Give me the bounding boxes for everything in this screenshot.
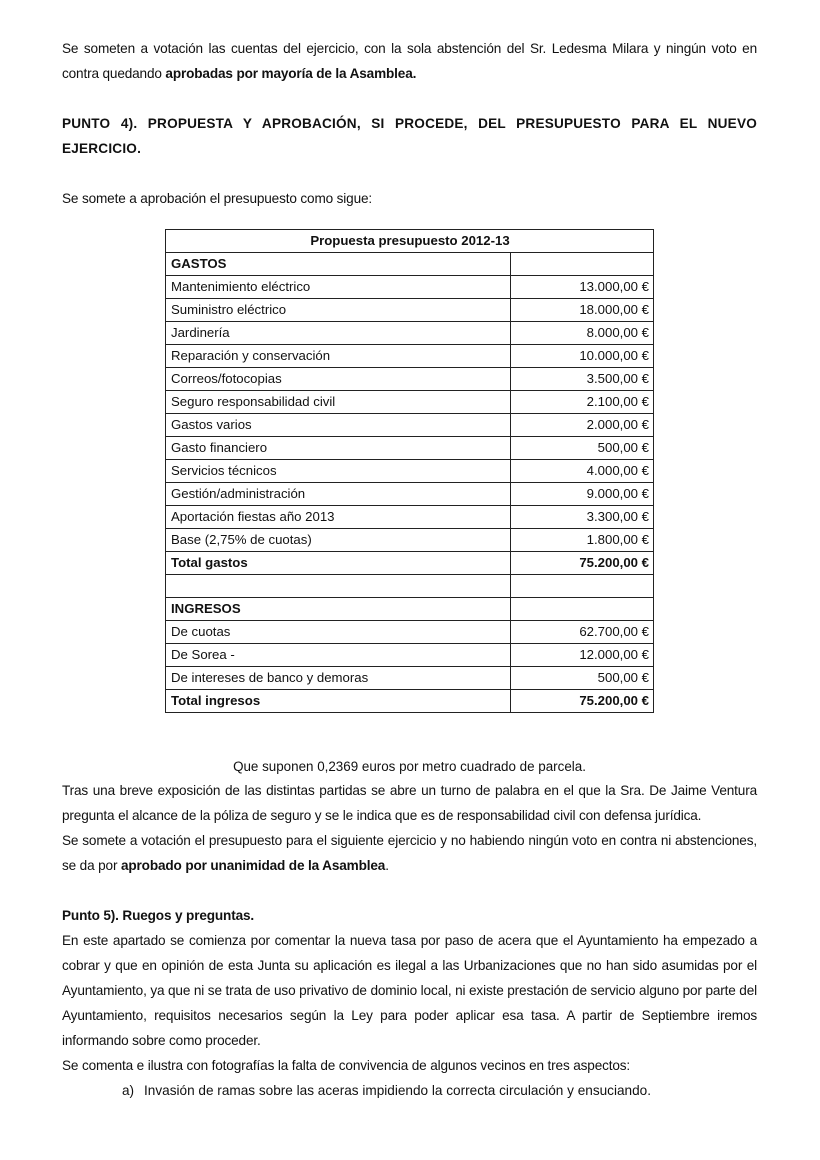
row-amount: 9.000,00 € (511, 483, 654, 506)
total-gastos-row (166, 552, 654, 575)
row-amount: 12.000,00 € (511, 644, 654, 667)
table-row (166, 391, 654, 414)
discussion-paragraph-2 (62, 828, 757, 878)
total-ingresos-label: Total ingresos (166, 690, 511, 713)
row-amount: 8.000,00 € (511, 322, 654, 345)
row-concept: Aportación fiestas año 2013 (166, 506, 511, 529)
table-row (166, 506, 654, 529)
row-amount: 500,00 € (511, 667, 654, 690)
table-row (166, 322, 654, 345)
total-ingresos-amount: 75.200,00 € (511, 690, 654, 713)
table-row (166, 529, 654, 552)
table-row (166, 414, 654, 437)
per-square-meter-note: Que suponen 0,2369 euros por metro cuadrado de parcela. (233, 759, 586, 774)
discussion-paragraph-1: Tras una breve exposición de las distintas partidas se abre un turno de palabra en el que la Sra. De Jaime Ventura pregunta el alcance de la póliza de seguro y se le indica que es de responsabilidad civil con defensa jurídica. (62, 783, 757, 823)
row-amount: 13.000,00 € (511, 276, 654, 299)
row-amount: 500,00 € (511, 437, 654, 460)
table-title: Propuesta presupuesto 2012-13 (166, 230, 654, 253)
punto4-lead: Se somete a aprobación el presupuesto como sigue: (62, 191, 373, 206)
document-page-top (62, 36, 757, 211)
row-amount: 2.100,00 € (511, 391, 654, 414)
row-concept: De cuotas (166, 621, 511, 644)
empty-row (166, 575, 654, 598)
row-concept: Gestión/administración (166, 483, 511, 506)
empty-cell (166, 575, 511, 598)
row-concept: Suministro eléctrico (166, 299, 511, 322)
punto5-heading: Punto 5). Ruegos y preguntas. (62, 908, 255, 923)
intro-bold-text: aprobadas por mayoría de la Asamblea. (165, 66, 417, 81)
budget-table (165, 229, 654, 713)
row-concept: De Sorea - (166, 644, 511, 667)
table-row (166, 368, 654, 391)
punto5-paragraph-2: Se comenta e ilustra con fotografías la falta de convivencia de algunos vecinos en tres aspectos: (62, 1058, 631, 1073)
row-amount: 10.000,00 € (511, 345, 654, 368)
row-concept: De intereses de banco y demoras (166, 667, 511, 690)
row-concept: Mantenimiento eléctrico (166, 276, 511, 299)
row-amount: 3.500,00 € (511, 368, 654, 391)
row-concept: Correos/fotocopias (166, 368, 511, 391)
row-concept: Base (2,75% de cuotas) (166, 529, 511, 552)
row-concept: Seguro responsabilidad civil (166, 391, 511, 414)
punto5-paragraph-1: En este apartado se comienza por comentar la nueva tasa por paso de acera que el Ayuntamiento ha empezado a cobrar y que en opinión de esta Junta su aplicación es ilegal a las Urbanizaciones que no han sido asumidas por el Ayuntamiento, ya que ni se trata de uso privativo de dominio local, ni existe prestación de servicio alguno por parte del Ayuntamiento, requisitos necesarios según la Ley para poder aplicar esa tasa. A partir de Septiembre iremos informando sobre como proceder. (62, 933, 757, 1048)
table-row (166, 276, 654, 299)
row-concept: Jardinería (166, 322, 511, 345)
gastos-header-amount (511, 253, 654, 276)
table-row (166, 460, 654, 483)
ingresos-header-amount (511, 598, 654, 621)
table-row (166, 345, 654, 368)
budget-table-container (165, 229, 654, 713)
list-item-text: Invasión de ramas sobre las aceras impidiendo la correcta circulación y ensuciando. (144, 1083, 652, 1098)
list-marker: a) (122, 1083, 135, 1098)
row-concept: Servicios técnicos (166, 460, 511, 483)
table-row (166, 667, 654, 690)
row-concept: Reparación y conservación (166, 345, 511, 368)
punto4-heading: PUNTO 4). PROPUESTA Y APROBACIÓN, SI PROCEDE, DEL PRESUPUESTO PARA EL NUEVO EJERCICIO. (62, 116, 757, 156)
discussion-text: Se somete a votación el presupuesto para el siguiente ejercicio y no habiendo ningún voto en contra ni abstenciones, se da por (62, 833, 757, 873)
row-concept: Gastos varios (166, 414, 511, 437)
total-gastos-label: Total gastos (166, 552, 511, 575)
gastos-header: GASTOS (166, 253, 511, 276)
table-row (166, 437, 654, 460)
document-page-bottom (62, 778, 757, 1103)
table-row (166, 621, 654, 644)
row-amount: 4.000,00 € (511, 460, 654, 483)
row-amount: 2.000,00 € (511, 414, 654, 437)
table-row (166, 644, 654, 667)
row-amount: 3.300,00 € (511, 506, 654, 529)
table-row (166, 483, 654, 506)
row-concept: Gasto financiero (166, 437, 511, 460)
intro-text: Se someten a votación las cuentas del ejercicio, con la sola abstención del Sr. Ledesma Milara y ningún voto en contra quedando (62, 41, 757, 81)
discussion-bold-text: aprobado por unanimidad de la Asamblea (120, 858, 386, 873)
intro-paragraph (62, 36, 757, 86)
empty-cell (511, 575, 654, 598)
row-amount: 62.700,00 € (511, 621, 654, 644)
list-item (62, 1078, 757, 1103)
total-ingresos-row (166, 690, 654, 713)
discussion-suffix: . (385, 858, 389, 873)
ingresos-header: INGRESOS (166, 598, 511, 621)
total-gastos-amount: 75.200,00 € (511, 552, 654, 575)
row-amount: 1.800,00 € (511, 529, 654, 552)
table-row (166, 299, 654, 322)
row-amount: 18.000,00 € (511, 299, 654, 322)
